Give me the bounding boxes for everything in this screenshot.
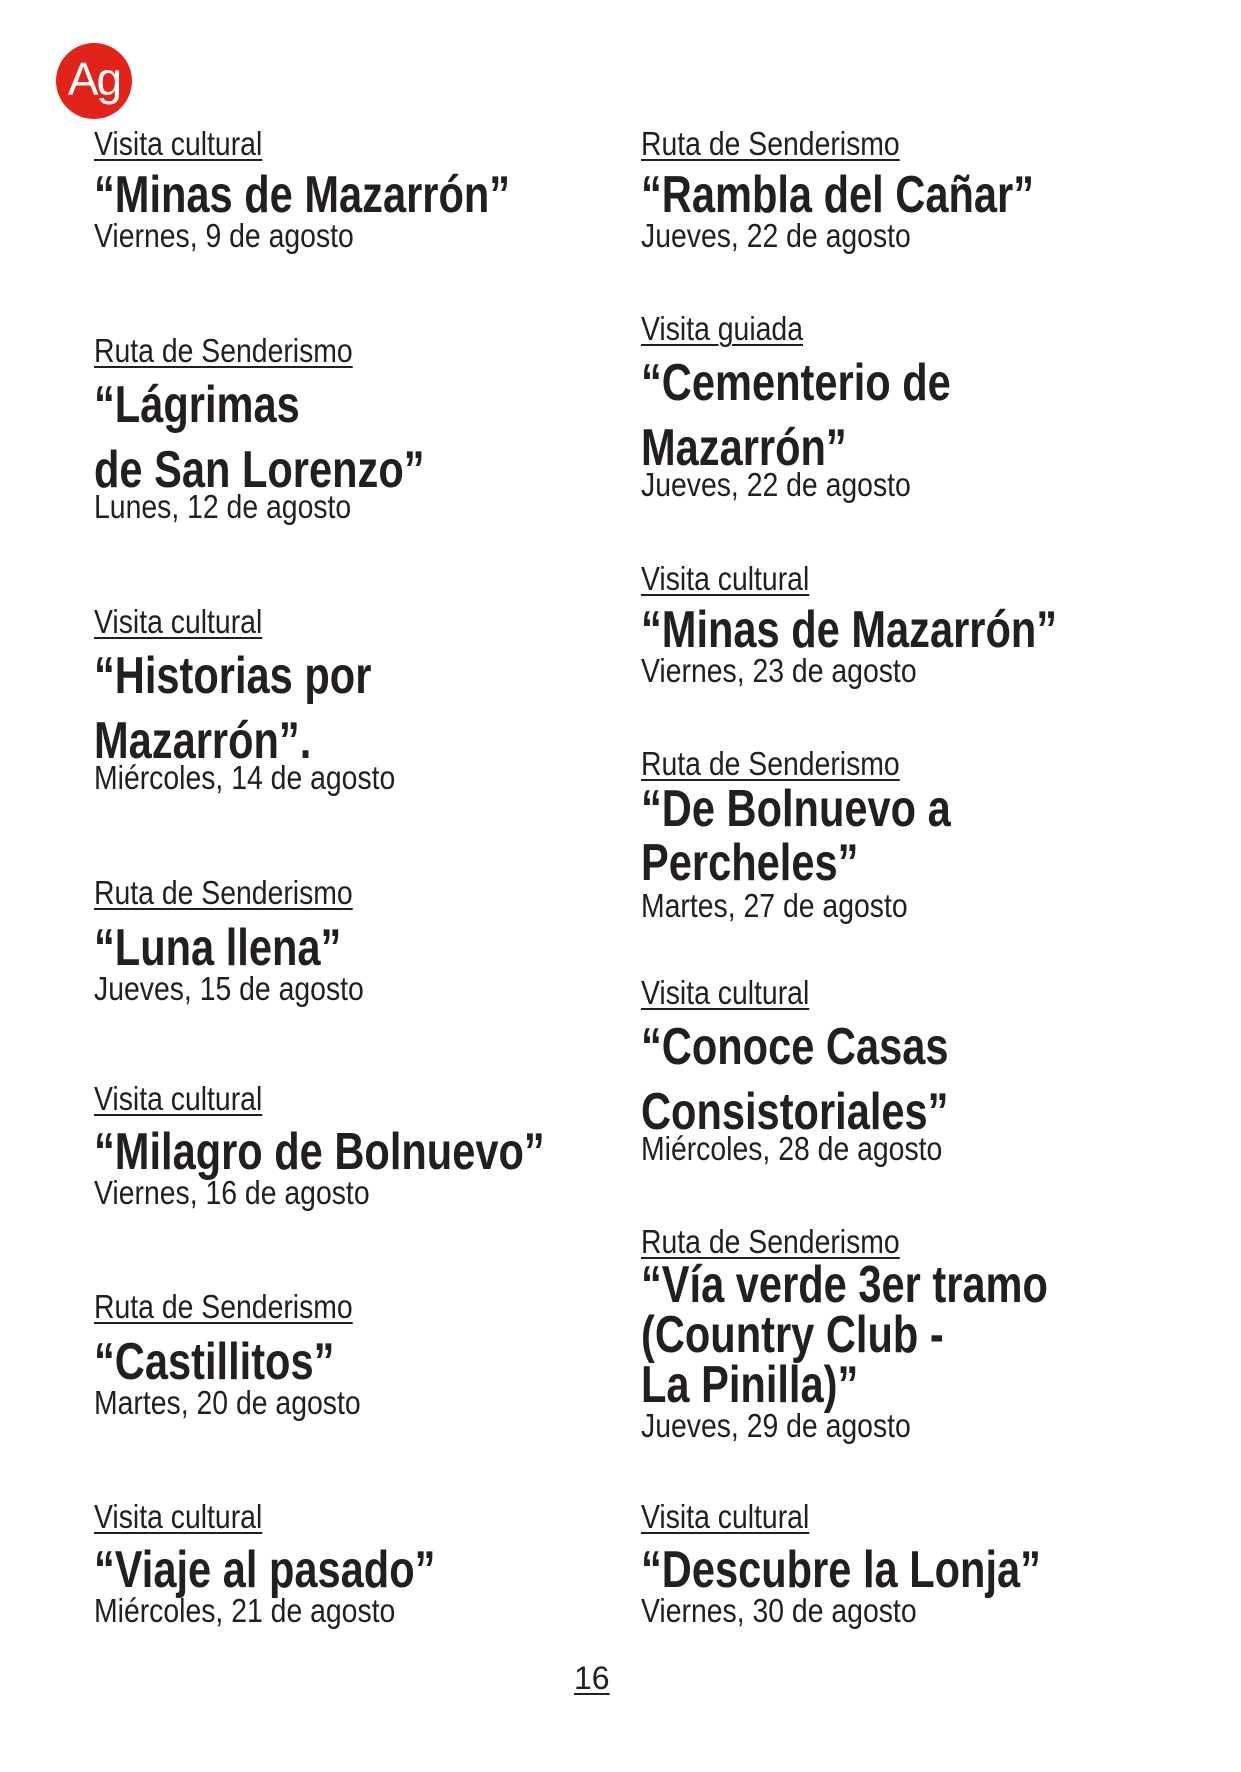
ag-badge-icon: [56, 43, 132, 119]
event-title: “Castillitos”: [94, 1333, 335, 1391]
event-category: Visita guiada: [641, 310, 804, 347]
event-category: Ruta de Senderismo: [94, 874, 353, 911]
event-date: Viernes, 23 de agosto: [641, 652, 917, 689]
event-item: [641, 975, 1025, 1167]
event-title: “Historias por Mazarrón”.: [94, 647, 372, 770]
event-item: [641, 746, 1028, 924]
event-title: “Rambla del Cañar”: [641, 166, 1035, 224]
event-date: Martes, 20 de agosto: [94, 1384, 361, 1421]
event-title: “Minas de Mazarrón”: [94, 166, 511, 224]
event-title: “Milagro de Bolnuevo”: [94, 1123, 545, 1181]
event-item: [641, 126, 1132, 254]
event-date: Lunes, 12 de agosto: [94, 488, 352, 525]
event-category: Visita cultural: [94, 1498, 263, 1535]
event-title: “Minas de Mazarrón”: [641, 601, 1058, 659]
event-date: Jueves, 29 de agosto: [641, 1407, 911, 1444]
event-item: [94, 1289, 404, 1421]
event-item: [641, 1224, 1150, 1444]
event-title: “De Bolnuevo a Percheles”: [641, 780, 951, 892]
event-date: Miércoles, 21 de agosto: [94, 1592, 396, 1629]
event-date: Viernes, 30 de agosto: [641, 1592, 917, 1629]
event-item: [94, 875, 408, 1007]
event-category: Visita cultural: [94, 603, 263, 640]
event-title: “Descubre la Lonja”: [641, 1541, 1041, 1599]
event-title: “Luna llena”: [94, 919, 342, 977]
event-category: Visita cultural: [94, 1080, 263, 1117]
event-category: Visita cultural: [94, 125, 263, 162]
event-item: [94, 333, 507, 525]
page-number: 16: [574, 1660, 610, 1696]
event-item: [641, 1499, 1141, 1629]
event-category: Ruta de Senderismo: [94, 1288, 353, 1325]
event-category: Visita cultural: [641, 974, 810, 1011]
event-title: “Lágrimas de San Lorenzo”: [94, 376, 425, 499]
event-item: [94, 1499, 521, 1629]
event-item: [94, 126, 614, 254]
event-category: Ruta de Senderismo: [641, 125, 900, 162]
event-title: “Vía verde 3er tramo (Country Club - La Pinilla)”: [641, 1256, 1048, 1414]
event-category: Visita cultural: [641, 560, 810, 597]
event-item: [94, 1081, 657, 1211]
event-category: Ruta de Senderismo: [641, 745, 900, 782]
badge-label: Ag: [67, 53, 121, 105]
event-title: “Cementerio de Mazarrón”: [641, 354, 951, 477]
event-item: [641, 311, 1028, 503]
event-date: Viernes, 9 de agosto: [94, 217, 354, 254]
event-item: [641, 561, 1161, 689]
event-date: Viernes, 16 de agosto: [94, 1174, 370, 1211]
event-category: Ruta de Senderismo: [641, 1223, 900, 1260]
event-date: Jueves, 22 de agosto: [641, 466, 911, 503]
event-date: Jueves, 15 de agosto: [94, 970, 364, 1007]
event-date: Miércoles, 14 de agosto: [94, 759, 396, 796]
event-date: Jueves, 22 de agosto: [641, 217, 911, 254]
event-category: Visita cultural: [641, 1498, 810, 1535]
event-item: [94, 604, 444, 796]
event-date: Miércoles, 28 de agosto: [641, 1130, 943, 1167]
event-title: “Conoce Casas Consistoriales”: [641, 1018, 949, 1141]
event-date: Martes, 27 de agosto: [641, 887, 908, 924]
event-category: Ruta de Senderismo: [94, 332, 353, 369]
event-title: “Viaje al pasado”: [94, 1541, 436, 1599]
